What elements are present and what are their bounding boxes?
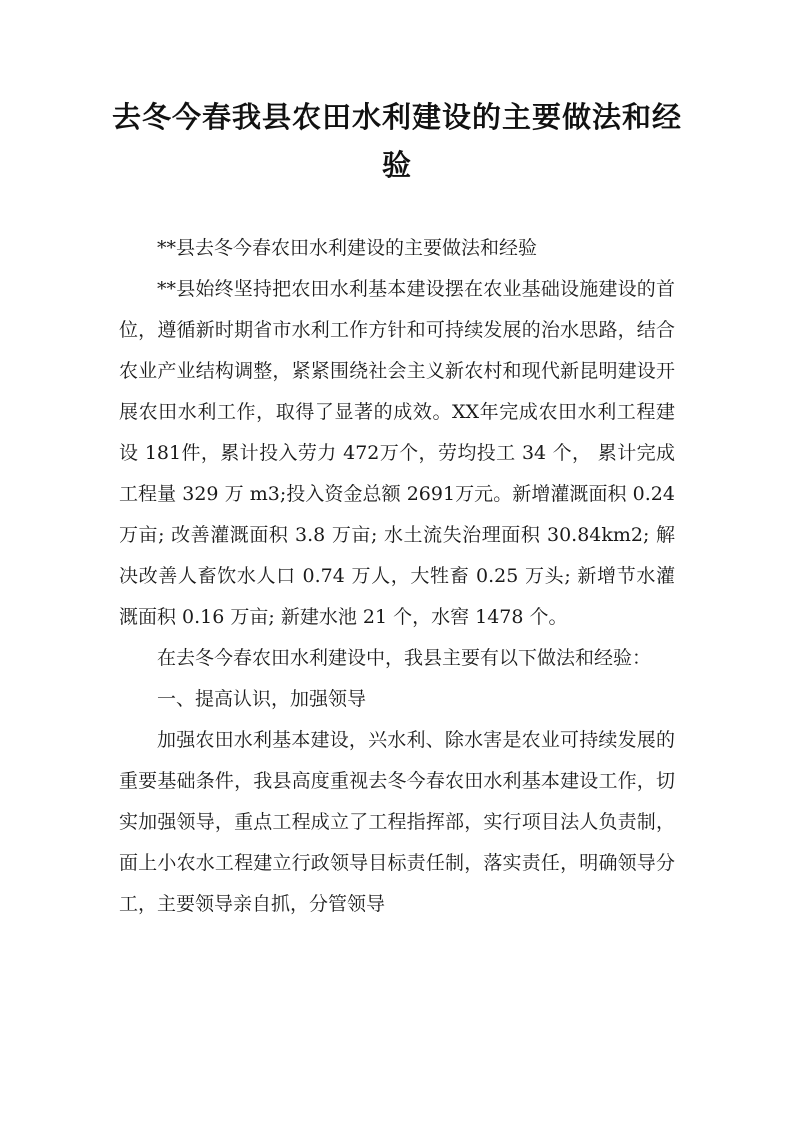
subtitle-paragraph: **县去冬今春农田水利建设的主要做法和经验: [157, 237, 538, 259]
summary-paragraph: **县始终坚持把农田水利基本建设摆在农业基础设施建设的首位，遵循新时期省市水利工作方针和可持续发展的治水思路，结合农业产业结构调整，紧紧围绕社会主义新农村和现代新昆明建设开展农田水利工作，取得了显著的成效。XX年完成农田水利工程建设 181件，累计投入劳力 472万个，劳均投工 34 个， 累计完成工程量 329 万 m3;投入资金总额 2691万元。新增灌溉面积 0.24 万亩; 改善灌溉面积 3.8 万亩; 水土流失治理面积 30.84km2; 解决改善人畜饮水人口 0.74 万人，大牲畜 0.25 万头; 新增节水灌溉面积 0.16 万亩; 新建水池 21 个，水窖 1478 个。: [119, 278, 675, 628]
document-title: 去冬今春我县农田水利建设的主要做法和经验: [111, 100, 682, 182]
document-body: [119, 228, 675, 925]
section-heading-1: 一、提高认识，加强领导: [157, 688, 367, 710]
section-paragraph-1: 加强农田水利基本建设，兴水利、除水害是农业可持续发展的重要基础条件，我县高度重视去冬今春农田水利基本建设工作，切实加强领导，重点工程成立了工程指挥部，实行项目法人负责制，面上小农水工程建立行政领导目标责任制，落实责任，明确领导分工，主要领导亲自抓，分管领导: [119, 729, 675, 915]
intro-paragraph: 在去冬今春农田水利建设中，我县主要有以下做法和经验：: [157, 647, 652, 669]
